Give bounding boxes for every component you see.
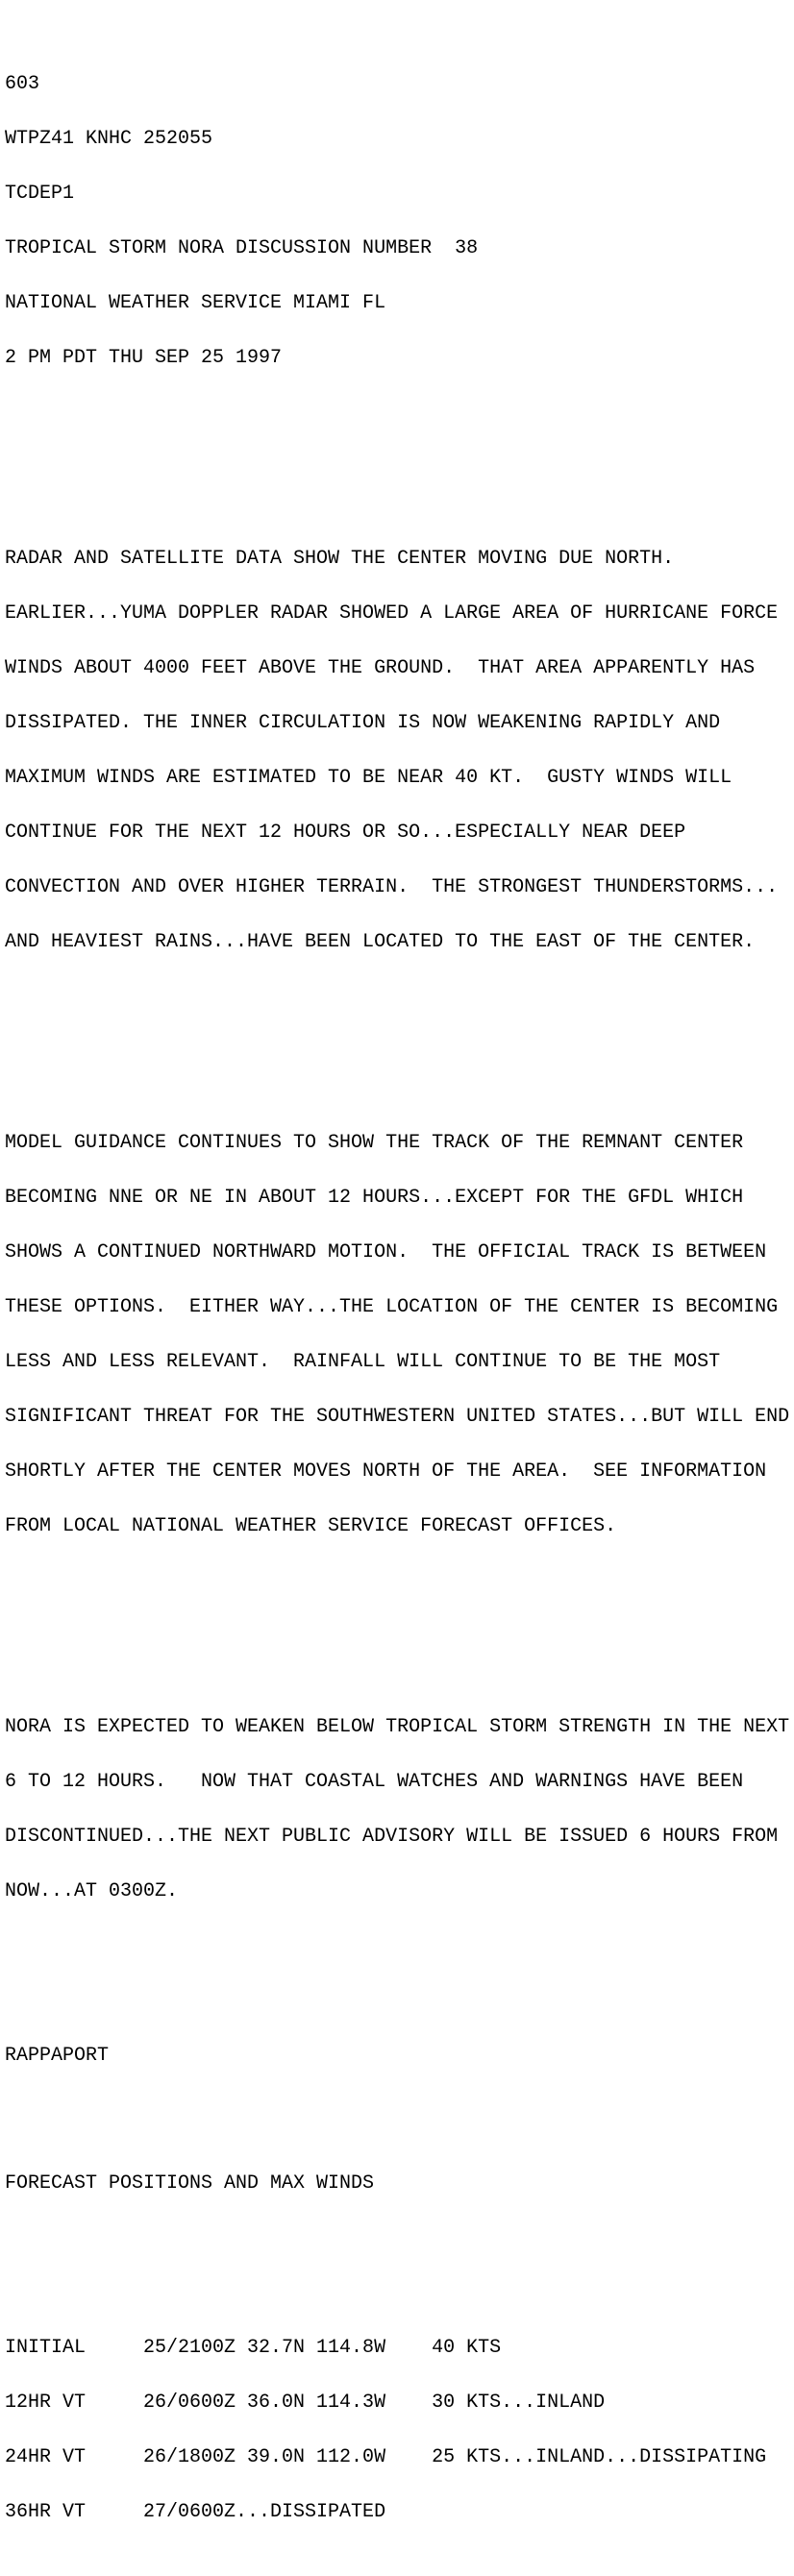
forecast-table xyxy=(5,2302,794,2558)
forecast-row: 24HR VT 26/1800Z 39.0N 112.0W 25 KTS...INLAND...DISSIPATING xyxy=(5,2446,767,2468)
text-line: EARLIER...YUMA DOPPLER RADAR SHOWED A LARGE AREA OF HURRICANE FORCE xyxy=(5,602,779,625)
text-line: BECOMING NNE OR NE IN ABOUT 12 HOURS...EXCEPT FOR THE GFDL WHICH xyxy=(5,1187,744,1209)
blank-line xyxy=(5,2101,794,2120)
blank-line xyxy=(5,1974,794,1992)
paragraph-weakening xyxy=(5,1681,794,1937)
text-line: MODEL GUIDANCE CONTINUES TO SHOW THE TRACK OF THE REMNANT CENTER xyxy=(5,1132,744,1154)
text-line: NORA IS EXPECTED TO WEAKEN BELOW TROPICAL STORM STRENGTH IN THE NEXT xyxy=(5,1716,790,1738)
text-line: WINDS ABOUT 4000 FEET ABOVE THE GROUND. THAT AREA APPARENTLY HAS xyxy=(5,657,756,679)
forecast-row: 12HR VT 26/0600Z 36.0N 114.3W 30 KTS...INLAND xyxy=(5,2392,606,2414)
text-line: CONTINUE FOR THE NEXT 12 HOURS OR SO...ESPECIALLY NEAR DEEP xyxy=(5,822,686,844)
forecast-row: 36HR VT 27/0600Z...DISSIPATED xyxy=(5,2501,386,2523)
forecast-row: INITIAL 25/2100Z 32.7N 114.8W 40 KTS xyxy=(5,2337,502,2359)
blank-line xyxy=(5,2229,794,2247)
paragraph-radar-satellite xyxy=(5,513,794,988)
text-line: 6 TO 12 HOURS. NOW THAT COASTAL WATCHES AND WARNINGS HAVE BEEN xyxy=(5,1771,744,1793)
blank-line xyxy=(5,1608,794,1627)
forecaster-signature: RAPPAPORT xyxy=(5,2045,110,2067)
text-line: THESE OPTIONS. EITHER WAY...THE LOCATION OF THE CENTER IS BECOMING xyxy=(5,1296,779,1318)
text-line: CONVECTION AND OVER HIGHER TERRAIN. THE STRONGEST THUNDERSTORMS... xyxy=(5,876,779,898)
paragraph-model-guidance xyxy=(5,1097,794,1572)
text-line: RADAR AND SATELLITE DATA SHOW THE CENTER MOVING DUE NORTH. xyxy=(5,548,675,570)
header-block xyxy=(5,38,794,404)
blank-line xyxy=(5,440,794,458)
header-line: WTPZ41 KNHC 252055 xyxy=(5,128,213,150)
issue-time: 2 PM PDT THU SEP 25 1997 xyxy=(5,347,283,369)
text-line: SIGNIFICANT THREAT FOR THE SOUTHWESTERN UNITED STATES...BUT WILL END xyxy=(5,1406,790,1428)
text-line: FROM LOCAL NATIONAL WEATHER SERVICE FORECAST OFFICES. xyxy=(5,1515,617,1537)
text-line: DISCONTINUED...THE NEXT PUBLIC ADVISORY WILL BE ISSUED 6 HOURS FROM xyxy=(5,1826,779,1848)
text-line: MAXIMUM WINDS ARE ESTIMATED TO BE NEAR 40 KT. GUSTY WINDS WILL xyxy=(5,767,732,789)
blank-line xyxy=(5,1024,794,1043)
text-line: NOW...AT 0300Z. xyxy=(5,1880,179,1902)
text-line: AND HEAVIEST RAINS...HAVE BEEN LOCATED TO THE EAST OF THE CENTER. xyxy=(5,931,756,953)
discussion-document xyxy=(5,2,794,2576)
document-title: TROPICAL STORM NORA DISCUSSION NUMBER 38 xyxy=(5,237,479,259)
forecast-heading: FORECAST POSITIONS AND MAX WINDS xyxy=(5,2172,375,2195)
header-line: TCDEP1 xyxy=(5,183,75,205)
text-line: SHOWS A CONTINUED NORTHWARD MOTION. THE OFFICIAL TRACK IS BETWEEN xyxy=(5,1241,767,1263)
text-line: DISSIPATED. THE INNER CIRCULATION IS NOW WEAKENING RAPIDLY AND xyxy=(5,712,721,734)
text-line: SHORTLY AFTER THE CENTER MOVES NORTH OF THE AREA. SEE INFORMATION xyxy=(5,1460,767,1483)
header-line: 603 xyxy=(5,73,40,95)
text-line: LESS AND LESS RELEVANT. RAINFALL WILL CONTINUE TO BE THE MOST xyxy=(5,1351,721,1373)
issuing-office: NATIONAL WEATHER SERVICE MIAMI FL xyxy=(5,292,386,314)
